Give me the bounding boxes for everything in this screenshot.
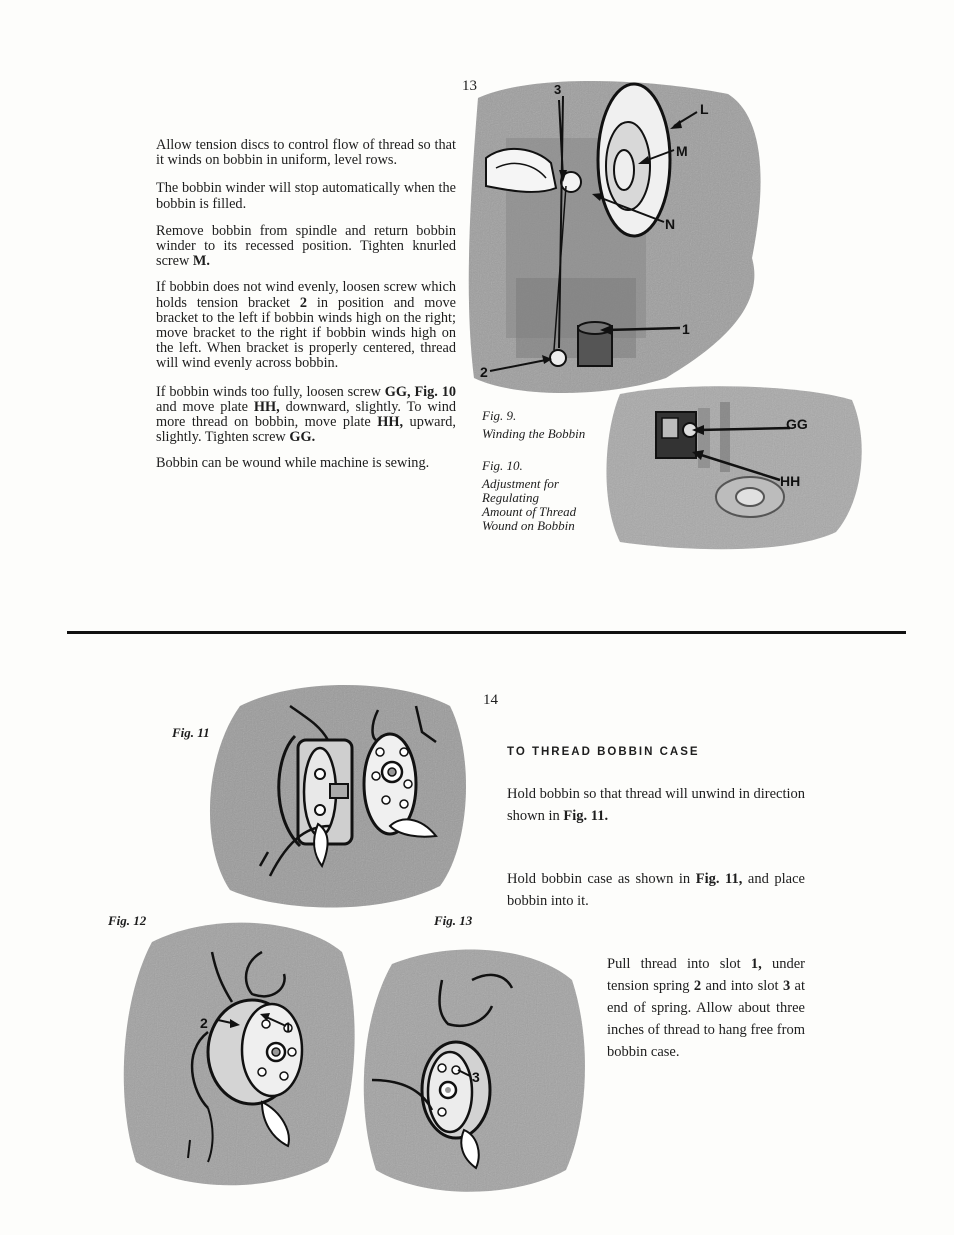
fig9-caption-label: Fig. 9. xyxy=(482,408,517,423)
fig10-caption-line-3: Amount of Thread xyxy=(482,504,577,519)
fig9-winding-bobbin-illustration xyxy=(466,78,776,408)
bold-reference: Fig. 11, xyxy=(695,871,743,887)
fig9-label-1: 1 xyxy=(682,321,690,337)
fig10-label-HH: HH xyxy=(780,473,801,489)
bold-reference: HH, xyxy=(253,398,280,415)
page-number-13: 13 xyxy=(462,78,477,94)
bold-reference: 2 xyxy=(299,294,308,311)
paragraph-hold-bobbin: Hold bobbin so that thread will unwind in direction shown in Fig. 11. xyxy=(507,786,806,824)
fig12-label-2: 2 xyxy=(200,1015,208,1031)
page-divider xyxy=(67,631,906,634)
paragraph-hold-case: Hold bobbin case as shown in Fig. 11, and place bobbin into it. xyxy=(507,871,805,909)
fig10-adjustment-illustration xyxy=(600,382,870,552)
page-13-text-column xyxy=(156,138,456,472)
paragraph-remove-bobbin: Remove bobbin from spindle and return bobbin winder to its recessed position. Tighten knurled screw M. xyxy=(156,222,456,270)
section-heading: TO THREAD BOBBIN CASE xyxy=(507,746,700,758)
bold-reference: GG. xyxy=(289,429,316,446)
fig12-label-1: 1 xyxy=(284,1019,292,1035)
fig9-caption xyxy=(482,409,585,441)
bold-reference: Fig. 10 xyxy=(414,383,456,400)
fig13-slot-3-illustration xyxy=(352,940,592,1202)
fig9-label-3: 3 xyxy=(554,82,562,97)
bold-reference: GG, xyxy=(384,383,411,400)
fig9-label-L: L xyxy=(700,101,709,117)
fig9-label-M: M xyxy=(676,143,688,159)
paragraph-pull-thread: Pull thread into slot 1, under tension spring 2 and into slot 3 at end of spring. Allow about three inches of thread to hang free from bobbin case. xyxy=(607,956,806,1060)
bold-reference: M. xyxy=(192,253,210,270)
paragraph-tension-discs: Allow tension discs to control flow of thread so that it winds on bobbin in uniform, level rows. xyxy=(156,137,456,169)
fig10-label-GG: GG xyxy=(786,416,808,432)
fig9-label-N: N xyxy=(665,216,676,232)
bold-reference: 3 xyxy=(782,978,791,994)
paragraph-wind-evenly: If bobbin does not wind evenly, loosen screw which holds tension bracket 2 in position and move bracket to the left if bobbin winds high on the right; move bracket to the right if bobbin winds high on the left. When bracket is properly centered, thread will wind evenly across bobbin. xyxy=(156,279,456,372)
fig10-caption-line-4: Wound on Bobbin xyxy=(482,518,575,533)
bold-reference: 2 xyxy=(693,978,702,994)
paragraph-auto-stop: The bobbin winder will stop automatically when the bobbin is filled. xyxy=(156,180,456,212)
fig10-caption-line-1: Adjustment for xyxy=(482,476,559,491)
fig12-thread-slot-illustration xyxy=(112,912,362,1200)
fig10-caption-line-2: Regulating xyxy=(482,490,540,505)
fig13-label-3: 3 xyxy=(472,1069,480,1085)
fig11-bobbin-and-case-illustration xyxy=(200,676,472,914)
bold-reference: Fig. 11. xyxy=(563,808,609,824)
paragraph-wound-while-sewing: Bobbin can be wound while machine is sewing. xyxy=(156,455,430,472)
paragraph-winds-too-fully: If bobbin winds too fully, loosen screw GG, Fig. 10 and move plate HH, downward, slightly. To wind more thread on bobbin, move plate HH, upward, slightly. Tighten screw GG. xyxy=(156,383,456,446)
page-number-14: 14 xyxy=(483,692,498,708)
fig10-caption xyxy=(482,459,576,533)
fig13-label: Fig. 13 xyxy=(434,913,473,928)
fig9-caption-title: Winding the Bobbin xyxy=(482,426,586,441)
bold-reference: HH, xyxy=(377,414,404,431)
fig11-label: Fig. 11 xyxy=(172,725,210,740)
fig10-caption-label: Fig. 10. xyxy=(482,458,523,473)
fig9-label-2: 2 xyxy=(480,364,488,380)
fig12-label: Fig. 12 xyxy=(108,913,147,928)
bold-reference: 1, xyxy=(750,956,762,972)
